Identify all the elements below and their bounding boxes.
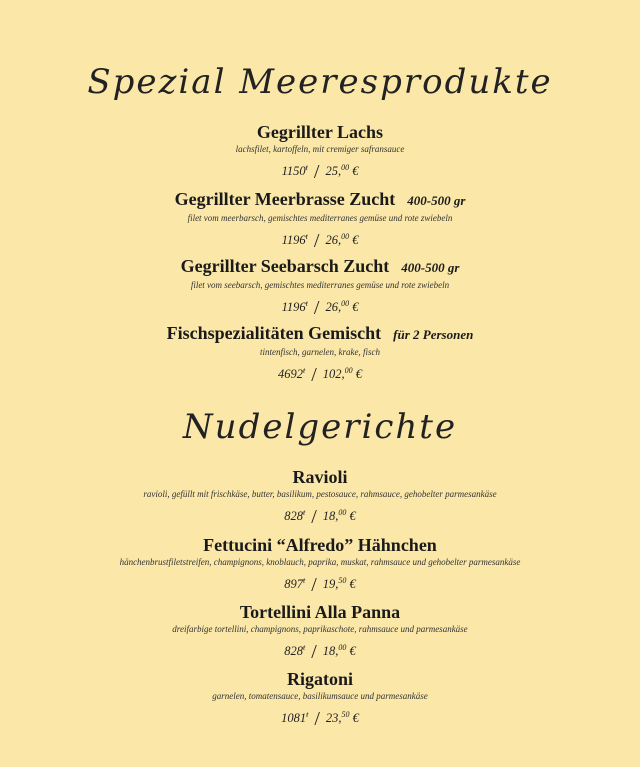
item-description: tintenfisch, garnelen, krake, fisch: [260, 347, 380, 357]
price-eur: 102,: [322, 367, 345, 381]
lira-symbol: ŧ: [305, 298, 308, 308]
euro-symbol: €: [349, 509, 356, 523]
item-name: Fischspezialitäten Gemischt: [166, 323, 382, 343]
item-name: Gegrillter Meerbrasse Zucht: [174, 189, 396, 209]
menu-item: [0, 467, 640, 529]
lira-symbol: ŧ: [305, 162, 308, 172]
price-eur-cents: 50: [341, 709, 350, 719]
item-description: dreifarbige tortellini, champignons, paprikaschote, rahmsauce und parmesankäse: [172, 624, 468, 634]
item-price: [0, 297, 640, 320]
price-eur-cents: 00: [344, 365, 353, 375]
euro-symbol: €: [349, 644, 356, 658]
price-eur: 18,: [322, 644, 339, 658]
price-local: 897: [284, 577, 303, 591]
item-price: [0, 574, 640, 597]
price-local: 1150: [281, 164, 306, 178]
euro-symbol: €: [352, 164, 359, 178]
price-eur: 23,: [325, 711, 342, 725]
item-price: [0, 506, 640, 529]
euro-symbol: €: [355, 367, 363, 381]
item-description: lachsfilet, kartoffeln, mit cremiger safransauce: [235, 144, 405, 154]
price-eur-cents: 00: [341, 162, 350, 172]
menu-item: [0, 323, 640, 387]
section-title-seafood: Spezial Meeresprodukte: [87, 62, 553, 102]
lira-symbol: ŧ: [305, 231, 308, 241]
item-name: Ravioli: [292, 467, 348, 487]
item-name: Gegrillter Lachs: [256, 122, 384, 142]
item-price: [0, 364, 640, 387]
euro-symbol: €: [352, 300, 359, 314]
price-separator: /: [311, 364, 317, 386]
price-eur: 19,: [322, 577, 339, 591]
menu-item: [0, 256, 640, 320]
price-eur-cents: 00: [338, 507, 347, 517]
price-separator: /: [311, 641, 317, 663]
item-price: [0, 708, 640, 731]
price-local: 828: [284, 644, 303, 658]
item-size: für 2 Personen: [393, 327, 474, 342]
item-description: filet vom meerbarsch, gemischtes mediterranes gemüse und rote zwiebeln: [187, 213, 453, 223]
menu-item: [0, 189, 640, 253]
item-name: Fettucini “Alfredo” Hähnchen: [203, 535, 437, 555]
price-separator: /: [313, 297, 320, 319]
item-name: Rigatoni: [286, 669, 353, 689]
menu-item: [0, 535, 640, 597]
price-eur: 18,: [322, 509, 339, 523]
price-local: 1196: [281, 300, 306, 314]
price-local: 828: [284, 509, 303, 523]
euro-symbol: €: [349, 577, 356, 591]
price-local: 4692: [277, 367, 303, 381]
price-eur: 26,: [325, 233, 342, 247]
item-description: garnelen, tomatensauce, basilikumsauce und parmesankäse: [212, 691, 428, 701]
item-description: filet vom seebarsch, gemischtes mediterranes gemüse und rote zwiebeln: [190, 280, 450, 290]
lira-symbol: ŧ: [302, 507, 306, 517]
item-size: 400-500 gr: [407, 193, 466, 208]
price-separator: /: [311, 574, 317, 596]
item-name: Gegrillter Seebarsch Zucht: [180, 256, 390, 276]
item-price: [0, 230, 640, 253]
item-size: 400-500 gr: [401, 260, 460, 275]
price-eur-cents: 50: [338, 575, 347, 585]
item-description: ravioli, gefüllt mit frischkäse, butter, basilikum, pestosauce, rahmsauce, gehobelter parmesankäse: [143, 489, 497, 499]
item-name: Tortellini Alla Panna: [239, 602, 401, 622]
section-title-pasta: Nudelgerichte: [182, 407, 458, 447]
price-local: 1196: [281, 233, 306, 247]
euro-symbol: €: [352, 711, 359, 725]
menu-item: [0, 669, 640, 731]
price-eur-cents: 00: [341, 298, 350, 308]
lira-symbol: ŧ: [306, 709, 309, 719]
price-eur-cents: 00: [341, 231, 350, 241]
price-eur: 25,: [325, 164, 342, 178]
price-eur: 26,: [325, 300, 342, 314]
price-separator: /: [314, 708, 320, 730]
menu-item: [0, 602, 640, 664]
euro-symbol: €: [352, 233, 359, 247]
price-eur-cents: 00: [338, 642, 347, 652]
item-description: hänchenbrustfiletstreifen, champignons, knoblauch, paprika, muskat, rahmsauce und gehobelter parmesankäse: [119, 557, 521, 567]
menu-item: [0, 122, 640, 184]
price-separator: /: [313, 161, 320, 183]
lira-symbol: ŧ: [302, 365, 306, 375]
lira-symbol: ŧ: [302, 642, 306, 652]
price-separator: /: [311, 506, 317, 528]
item-price: [0, 161, 640, 184]
price-separator: /: [313, 230, 320, 252]
price-local: 1081: [281, 711, 307, 725]
lira-symbol: ŧ: [302, 575, 306, 585]
item-price: [0, 641, 640, 664]
